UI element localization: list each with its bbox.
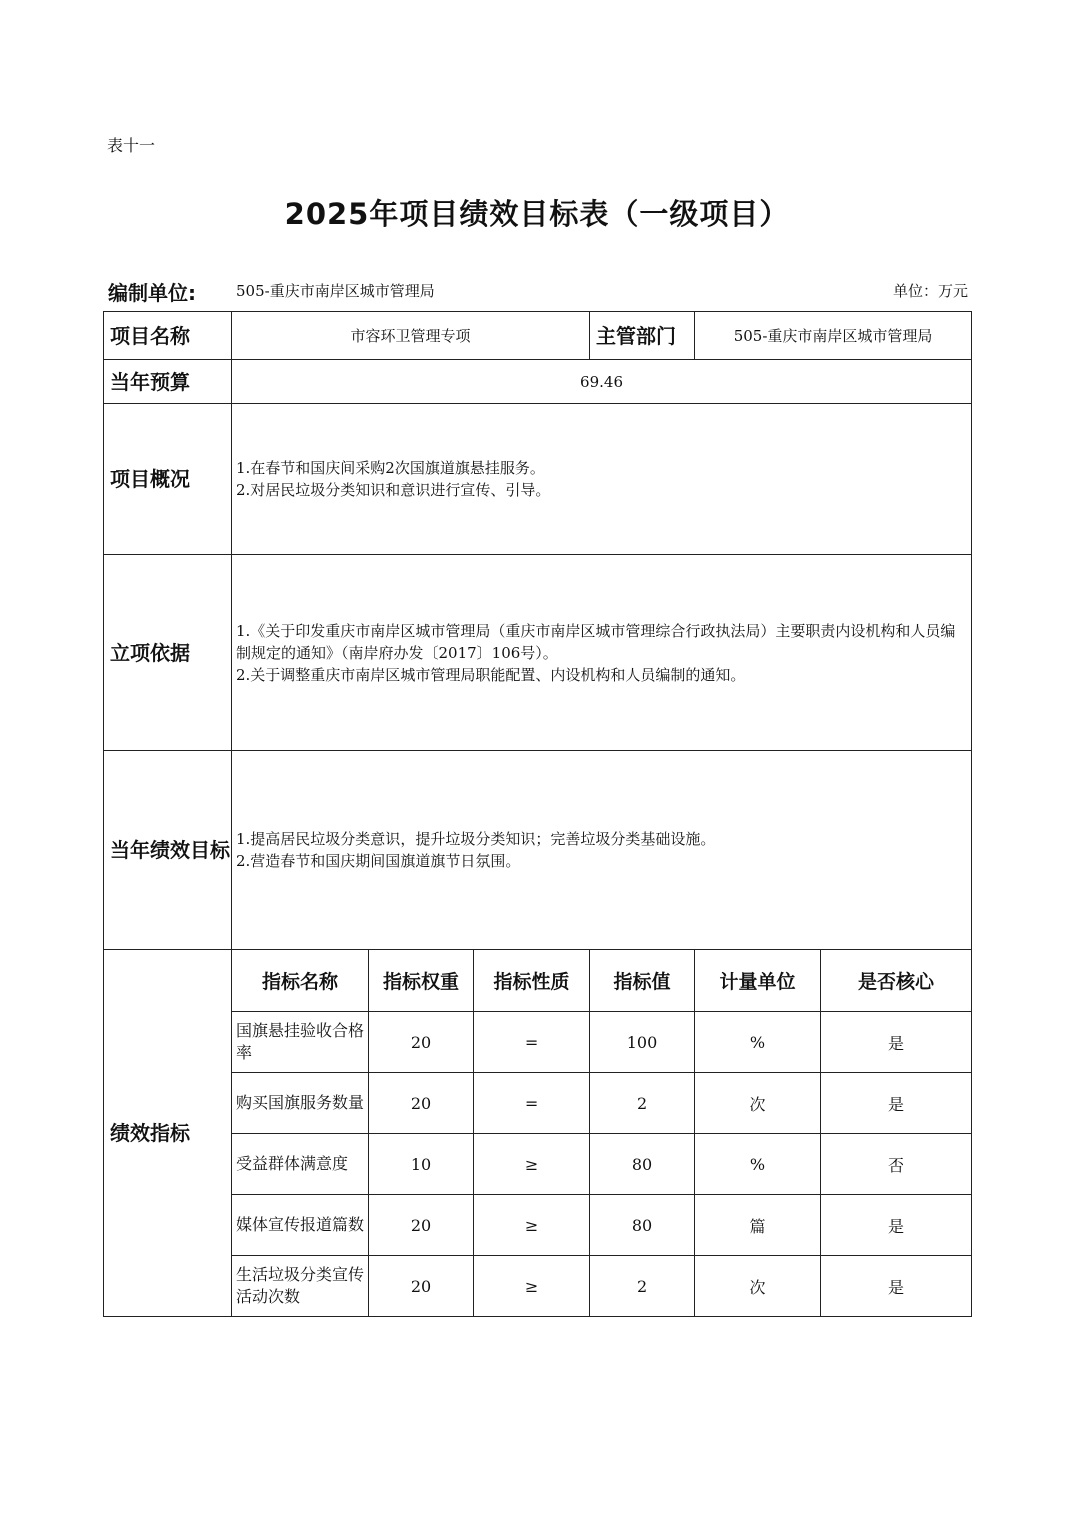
budget-value: 69.46 — [232, 360, 972, 404]
indicator-unit: % — [695, 1134, 821, 1195]
table-row — [104, 1134, 972, 1195]
indicator-core: 否 — [821, 1134, 972, 1195]
indicator-unit: 次 — [695, 1256, 821, 1317]
unit-note: 单位：万元 — [892, 282, 968, 300]
column-header: 指标名称 — [232, 950, 369, 1012]
dept-label: 主管部门 — [590, 312, 695, 360]
indicator-core: 是 — [821, 1012, 972, 1073]
indicator-value: 80 — [590, 1195, 695, 1256]
project-name-row — [104, 312, 972, 360]
table-row — [104, 1256, 972, 1317]
basis-line: 1.《关于印发重庆市南岸区城市管理局（重庆市南岸区城市管理综合行政执法局）主要职责内设机构和人员编制规定的通知》（南岸府办发〔2017〕106号）。 — [236, 621, 956, 662]
column-header: 指标性质 — [474, 950, 590, 1012]
goal-label: 当年绩效目标 — [104, 751, 232, 950]
indicator-unit: 次 — [695, 1073, 821, 1134]
indicator-core: 是 — [821, 1195, 972, 1256]
indicator-name: 受益群体满意度 — [232, 1134, 369, 1195]
indicator-nature: ≥ — [474, 1134, 590, 1195]
org-label: 编制单位: — [108, 281, 196, 305]
org-value: 505-重庆市南岸区城市管理局 — [236, 282, 435, 300]
basis-text — [232, 555, 972, 751]
overview-row — [104, 404, 972, 555]
goal-line: 2.营造春节和国庆期间国旗道旗节日氛围。 — [236, 852, 521, 870]
budget-row — [104, 360, 972, 404]
budget-label: 当年预算 — [104, 360, 232, 404]
table-row — [104, 1073, 972, 1134]
column-header: 指标权重 — [369, 950, 474, 1012]
column-header: 计量单位 — [695, 950, 821, 1012]
indicator-nature: = — [474, 1012, 590, 1073]
indicator-nature: ≥ — [474, 1256, 590, 1317]
overview-line: 1.在春节和国庆间采购2次国旗道旗悬挂服务。 — [236, 459, 545, 477]
basis-label: 立项依据 — [104, 555, 232, 751]
column-header: 指标值 — [590, 950, 695, 1012]
indicator-value: 100 — [590, 1012, 695, 1073]
performance-target-table — [103, 311, 972, 1317]
indicators-label: 绩效指标 — [104, 950, 232, 1317]
indicator-nature: ≥ — [474, 1195, 590, 1256]
goal-line: 1.提高居民垃圾分类意识，提升垃圾分类知识；完善垃圾分类基础设施。 — [236, 830, 716, 848]
goal-row — [104, 751, 972, 950]
indicator-name: 媒体宣传报道篇数 — [232, 1195, 369, 1256]
indicator-weight: 20 — [369, 1073, 474, 1134]
indicator-unit: 篇 — [695, 1195, 821, 1256]
table-row — [104, 1195, 972, 1256]
indicator-unit: % — [695, 1012, 821, 1073]
indicator-nature: = — [474, 1073, 590, 1134]
table-row — [104, 1012, 972, 1073]
indicator-name: 国旗悬挂验收合格率 — [232, 1012, 369, 1073]
overview-text — [232, 404, 972, 555]
indicator-weight: 10 — [369, 1134, 474, 1195]
indicator-value: 80 — [590, 1134, 695, 1195]
overview-line: 2.对居民垃圾分类知识和意识进行宣传、引导。 — [236, 481, 551, 499]
indicator-value: 2 — [590, 1256, 695, 1317]
table-label: 表十一 — [107, 136, 156, 155]
project-name-label: 项目名称 — [104, 312, 232, 360]
basis-row — [104, 555, 972, 751]
dept-value: 505-重庆市南岸区城市管理局 — [695, 312, 972, 360]
indicator-weight: 20 — [369, 1256, 474, 1317]
page-title: 2025年项目绩效目标表（一级项目） — [284, 197, 790, 231]
column-header: 是否核心 — [821, 950, 972, 1012]
indicator-core: 是 — [821, 1256, 972, 1317]
project-name-value: 市容环卫管理专项 — [232, 312, 590, 360]
indicator-weight: 20 — [369, 1195, 474, 1256]
overview-label: 项目概况 — [104, 404, 232, 555]
basis-line: 2.关于调整重庆市南岸区城市管理局职能配置、内设机构和人员编制的通知。 — [236, 665, 746, 684]
indicator-value: 2 — [590, 1073, 695, 1134]
indicator-name: 购买国旗服务数量 — [232, 1073, 369, 1134]
indicator-name: 生活垃圾分类宣传活动次数 — [232, 1256, 369, 1317]
goal-text — [232, 751, 972, 950]
indicator-weight: 20 — [369, 1012, 474, 1073]
indicator-header-row — [104, 950, 972, 1012]
indicator-core: 是 — [821, 1073, 972, 1134]
